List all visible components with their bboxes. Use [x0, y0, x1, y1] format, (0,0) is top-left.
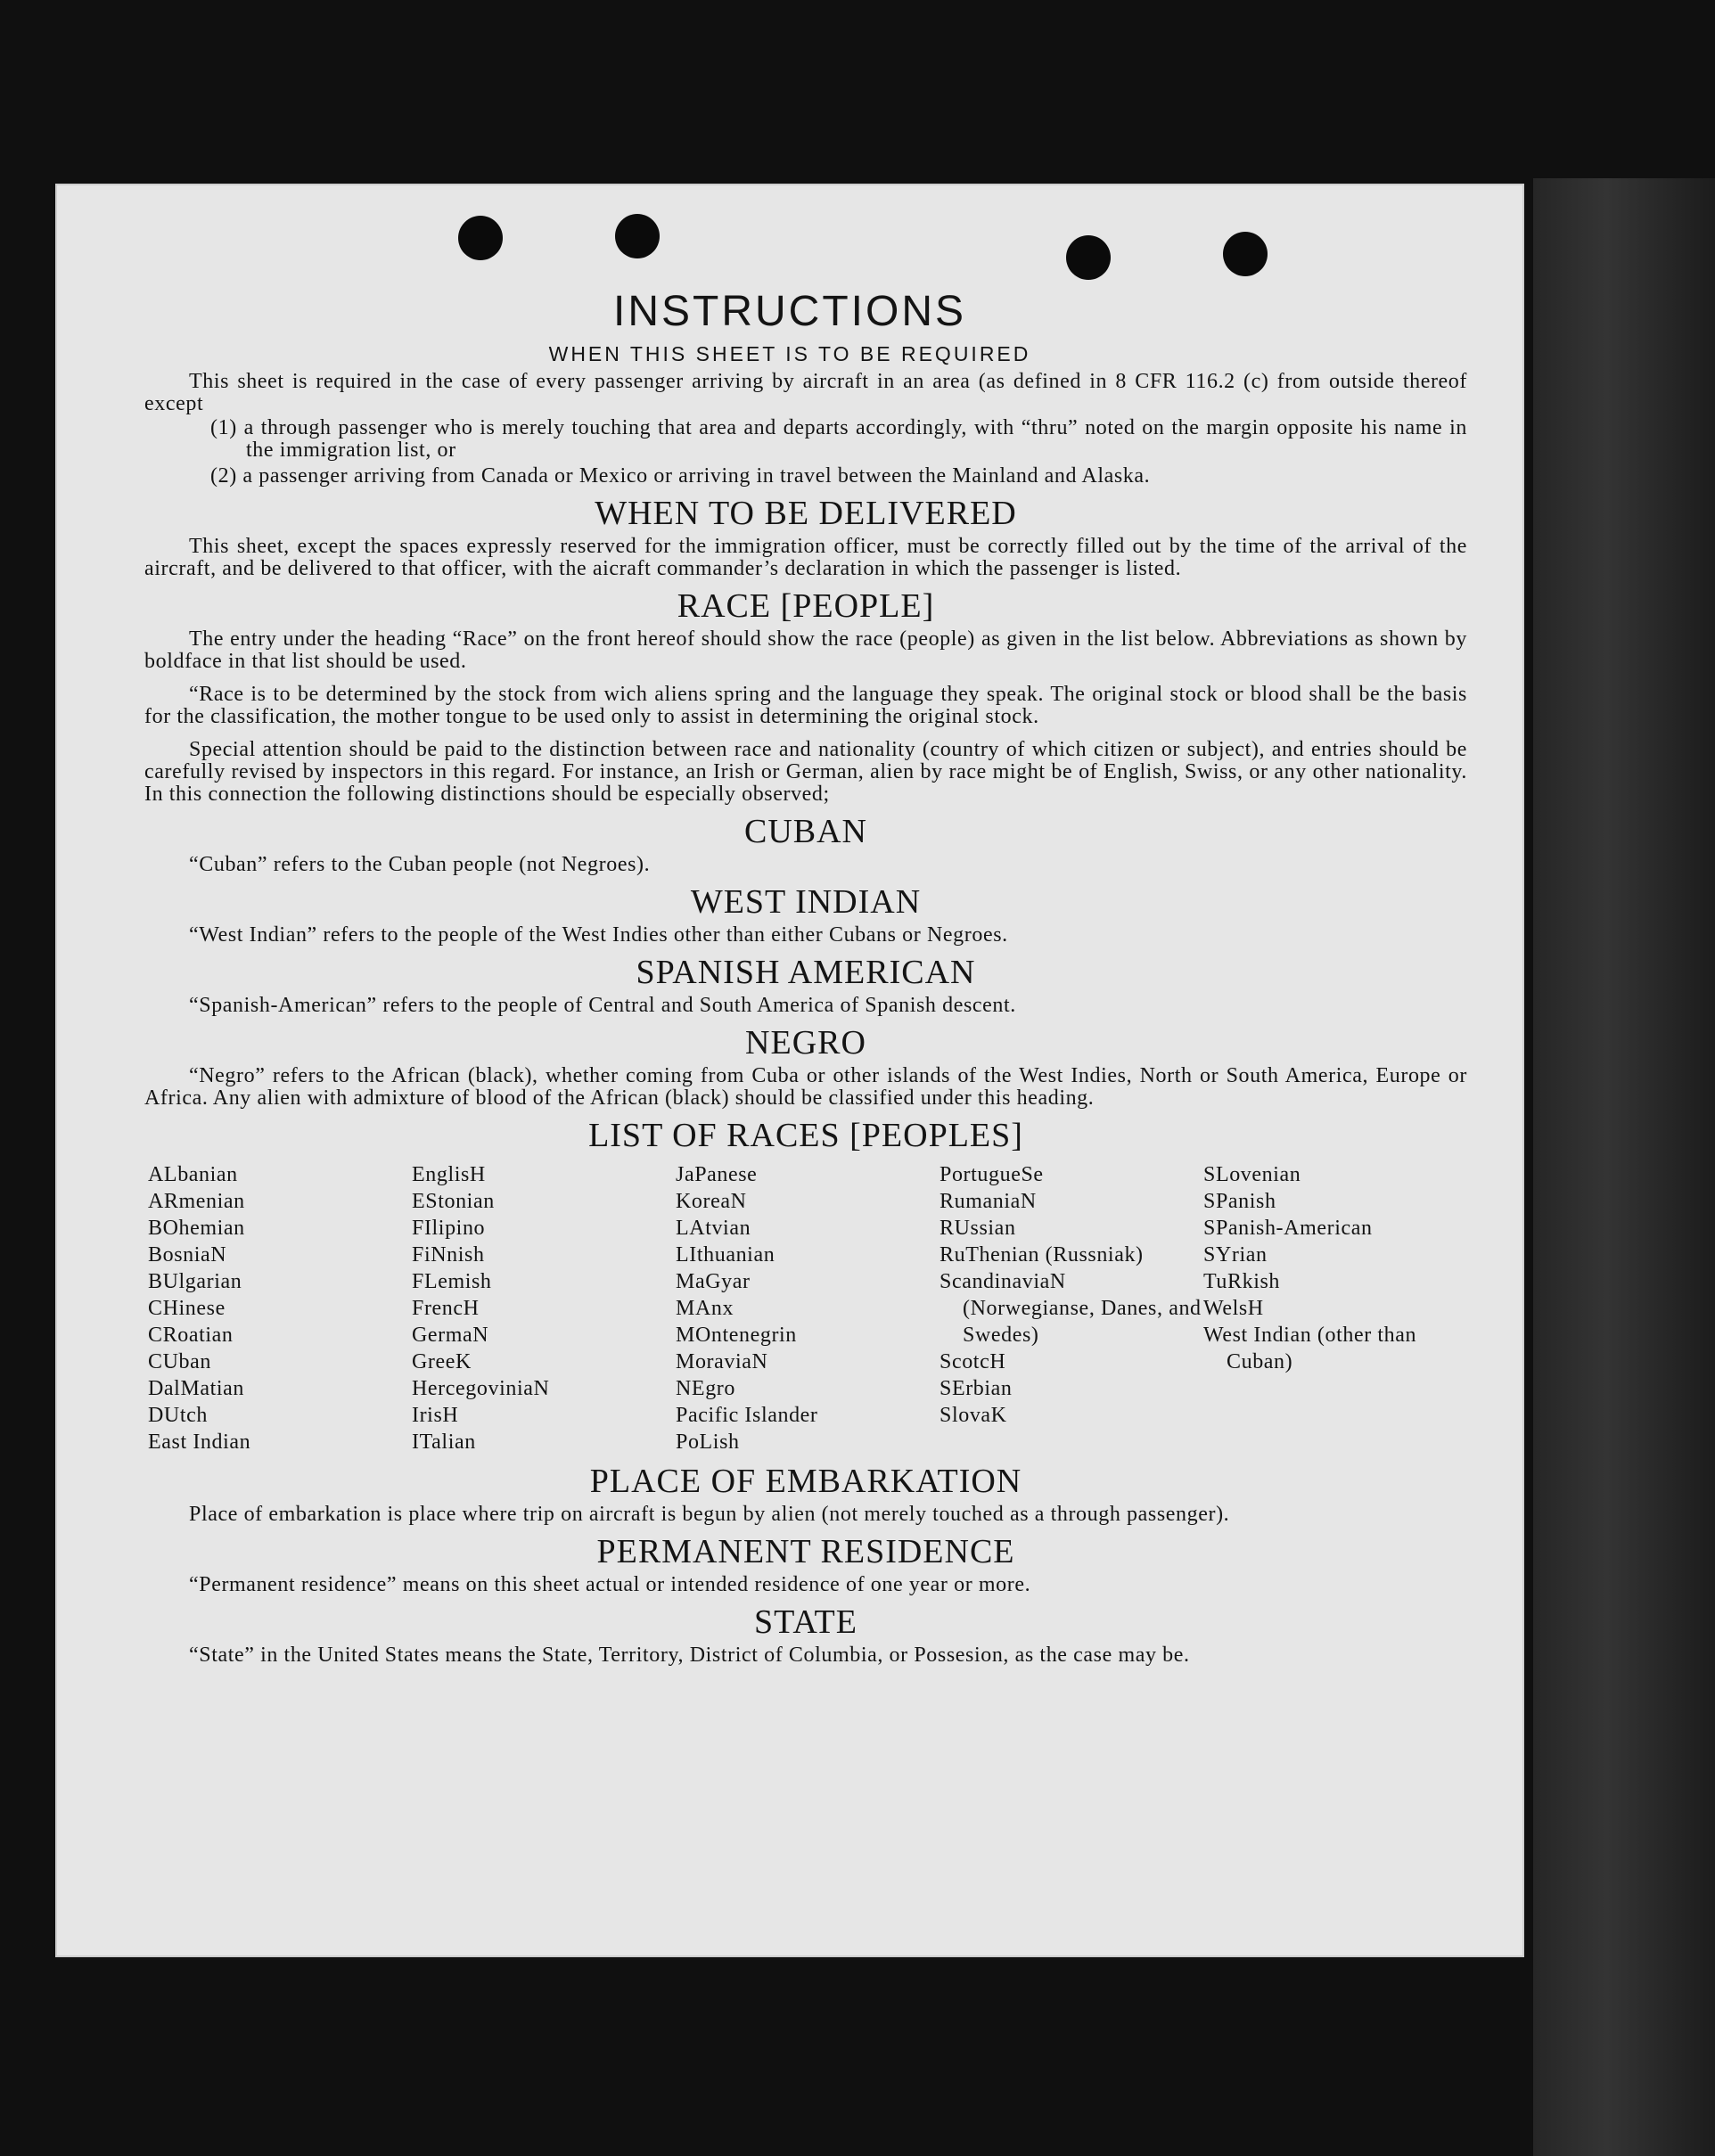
punch-hole	[458, 216, 503, 260]
race-item: Pacific Islander	[676, 1404, 818, 1427]
negro-paragraph: “Negro” refers to the African (black), whether coming from Cuba or other islands of the West Indies, North or South America, Europe or Africa. Any alien with admixture of blood of the African (black) should be classified under this heading.	[144, 1064, 1467, 1110]
race-item: CUban	[148, 1350, 211, 1373]
race-item: FIlipino	[412, 1217, 486, 1240]
race-item: SPanish	[1203, 1190, 1276, 1213]
page-title: INSTRUCTIONS	[613, 288, 966, 335]
exception-item: (2) a passenger arriving from Canada or Mexico or arriving in travel between the Mainland and Alaska.	[210, 464, 1151, 488]
race-item: ITalian	[412, 1431, 476, 1454]
race-item: SlovaK	[940, 1404, 1007, 1427]
race-item: East Indian	[148, 1431, 251, 1454]
race-item: PoLish	[676, 1431, 740, 1454]
race-column	[148, 1161, 412, 1455]
delivered-paragraph: This sheet, except the spaces expressly reserved for the immigration officer, must be correctly filled out by the time of the arrival of the aircraft, and be delivered to that officer, with the aicraft commander’s declaration in which the passenger is listed.	[144, 535, 1467, 580]
race-item: TuRkish	[1203, 1270, 1281, 1293]
background-edge	[1533, 178, 1715, 2156]
race-item: BosniaN	[148, 1243, 227, 1267]
race-item: ScandinaviaN (Norwegianse, Danes, and Swedes)	[940, 1270, 1202, 1347]
race-item: PortugueSe	[940, 1163, 1044, 1186]
section-heading-west-indian: WEST INDIAN	[690, 883, 922, 921]
race-item: LAtvian	[676, 1217, 751, 1240]
section-heading-race: RACE [PEOPLE]	[677, 587, 935, 625]
section-heading-state: STATE	[754, 1603, 858, 1641]
race-item: KoreaN	[676, 1190, 747, 1213]
race-item: FLemish	[412, 1270, 492, 1293]
race-list	[148, 1161, 1467, 1455]
race-item: EStonian	[412, 1190, 495, 1213]
residence-paragraph: “Permanent residence” means on this sheet actual or intended residence of one year or more.	[189, 1573, 1031, 1596]
section-heading-negro: NEGRO	[745, 1024, 866, 1062]
section-heading-residence: PERMANENT RESIDENCE	[596, 1533, 1015, 1570]
section-heading-spanish-american: SPANISH AMERICAN	[636, 954, 976, 991]
race-item: WelsH	[1203, 1297, 1264, 1320]
spanish-american-paragraph: “Spanish-American” refers to the people of Central and South America of Spanish descent.	[189, 994, 1016, 1017]
punch-hole	[615, 214, 660, 258]
race-item: ARmenian	[148, 1190, 245, 1213]
race-item: CHinese	[148, 1297, 226, 1320]
race-column	[412, 1161, 676, 1455]
race-item: SPanish-American	[1203, 1217, 1373, 1240]
race-item: IrisH	[412, 1404, 459, 1427]
race-item: LIthuanian	[676, 1243, 775, 1267]
race-item: HercegoviniaN	[412, 1377, 550, 1400]
race-item: MOntenegrin	[676, 1324, 797, 1347]
race-item: FiNnish	[412, 1243, 485, 1267]
race-item: SLovenian	[1203, 1163, 1301, 1186]
race-item: FrencH	[412, 1297, 480, 1320]
west-indian-paragraph: “West Indian” refers to the people of the West Indies other than either Cubans or Negroes.	[189, 923, 1008, 947]
race-item: BUlgarian	[148, 1270, 242, 1293]
race-column	[1203, 1161, 1467, 1455]
race-item: RUssian	[940, 1217, 1016, 1240]
cuban-paragraph: “Cuban” refers to the Cuban people (not Negroes).	[189, 853, 651, 876]
embarkation-paragraph: Place of embarkation is place where trip on aircraft is begun by alien (not merely touched as a through passenger).	[189, 1503, 1230, 1526]
race-paragraph-3: Special attention should be paid to the distinction between race and nationality (country of which citizen or subject), and entries should be carefully revised by inspectors in this regard. For instance, an Irish or German, alien by race might be of English, Swiss, or any other nationality. In this connection the following distinctions should be especially observed;	[144, 738, 1467, 806]
exception-item: (1) a through passenger who is merely touching that area and departs accordingly, with “thru” noted on the margin opposite his name in the immigration list, or	[210, 416, 1467, 462]
race-item: ScotcH	[940, 1350, 1006, 1373]
race-item: SErbian	[940, 1377, 1013, 1400]
section-heading-embarkation: PLACE OF EMBARKATION	[589, 1463, 1022, 1500]
punch-hole	[1223, 232, 1268, 276]
race-item: EnglisH	[412, 1163, 486, 1186]
race-item: MoraviaN	[676, 1350, 768, 1373]
section-heading-race-list: LIST OF RACES [PEOPLES]	[588, 1117, 1023, 1154]
race-item: NEgro	[676, 1377, 735, 1400]
intro-paragraph: This sheet is required in the case of every passenger arriving by aircraft in an area (as defined in 8 CFR 116.2 (c) from outside thereof except	[144, 370, 1467, 415]
page-subtitle: WHEN THIS SHEET IS TO BE REQUIRED	[548, 342, 1031, 365]
race-item: DUtch	[148, 1404, 208, 1427]
race-paragraph-1: The entry under the heading “Race” on the front hereof should show the race (people) as given in the list below. Abbreviations as shown by boldface in that list should be used.	[144, 627, 1467, 673]
instruction-sheet	[55, 184, 1524, 1957]
race-item: SYrian	[1203, 1243, 1268, 1267]
race-item: RuThenian (Russniak)	[940, 1243, 1144, 1267]
race-item: ALbanian	[148, 1163, 238, 1186]
race-item: JaPanese	[676, 1163, 758, 1186]
race-item: GermaN	[412, 1324, 489, 1347]
section-heading-cuban: CUBAN	[743, 813, 868, 850]
race-item: GreeK	[412, 1350, 472, 1373]
race-item: BOhemian	[148, 1217, 245, 1240]
race-item: MaGyar	[676, 1270, 751, 1293]
race-item: DalMatian	[148, 1377, 245, 1400]
section-heading-delivered: WHEN TO BE DELIVERED	[595, 495, 1017, 532]
race-item: CRoatian	[148, 1324, 234, 1347]
race-item: RumaniaN	[940, 1190, 1037, 1213]
race-item: MAnx	[676, 1297, 734, 1320]
state-paragraph: “State” in the United States means the State, Territory, District of Columbia, or Possesion, as the case may be.	[189, 1644, 1190, 1667]
instructions-body	[144, 371, 1467, 1667]
exceptions-list	[144, 417, 1467, 488]
punch-hole	[1066, 235, 1111, 280]
race-paragraph-2: “Race is to be determined by the stock from wich aliens spring and the language they speak. The original stock or blood shall be the basis for the classification, the mother tongue to be used only to assist in determining the original stock.	[144, 683, 1467, 728]
race-column	[676, 1161, 940, 1455]
race-item: West Indian (other than Cuban)	[1203, 1324, 1417, 1373]
race-column	[940, 1161, 1203, 1455]
